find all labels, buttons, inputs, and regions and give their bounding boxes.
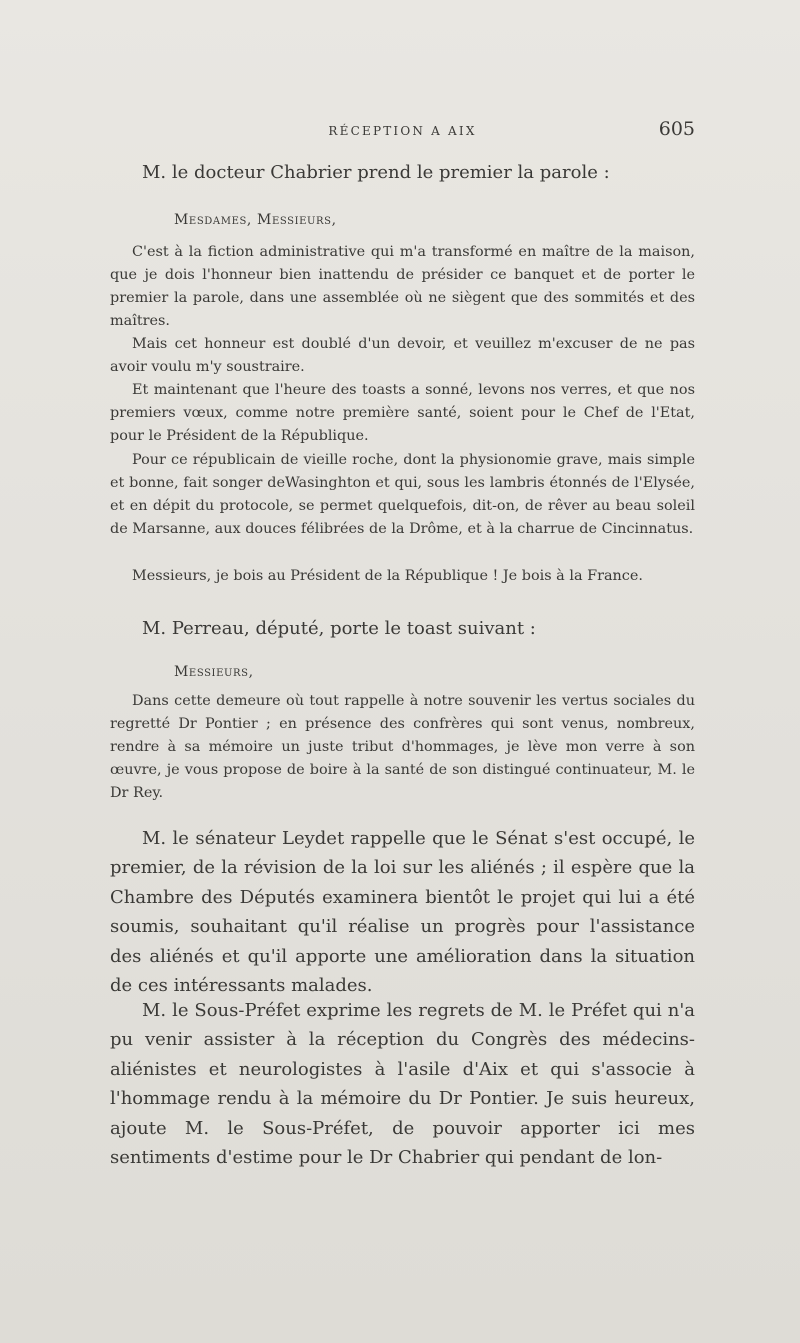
- speaker-intro-chabrier: M. le docteur Chabrier prend le premier la parole :: [142, 162, 610, 183]
- paragraph: M. le sénateur Leydet rappelle que le Sénat s'est occupé, le premier, de la révision de la loi sur les aliénés ; il espère que la Chambre des Députés examinera bientôt le projet qui lui a été soumis, souhaitant qu'il réalise un progrès pour l'assistance des aliénés et qu'il apporte une amélioration dans la situation de ces intéressants malades.: [110, 828, 695, 997]
- paragraph: Mais cet honneur est doublé d'un devoir, et veuillez m'excuser de ne pas avoir voulu m'y soustraire.: [110, 336, 695, 375]
- page-header: [110, 120, 695, 144]
- paragraph: Pour ce républicain de vieille roche, dont la physionomie grave, mais simple et bonne, fait songer deWasinghton et qui, sous les lambris étonnés de l'Elysée, et en dépit du protocole, se permet quelquefois, dit-on, de rêver au beau soleil de Marsanne, aux douces félibrées de la Drôme, et à la charrue de Cincinnatus.: [110, 452, 695, 537]
- paragraph: Messieurs, je bois au Président de la République ! Je bois à la France.: [132, 568, 643, 584]
- salutation: Mesdames, Messieurs,: [174, 212, 337, 228]
- paragraph: M. le Sous-Préfet exprime les regrets de M. le Préfet qui n'a pu venir assister à la réception du Congrès des médecins-aliénistes et neurologistes à l'asile d'Aix et qui s'associe à l'hommage rendu à la mémoire du Dr Pontier. Je suis heureux, ajoute M. le Sous-Préfet, de pouvoir apporter ici mes sentiments d'estime pour le Dr Chabrier qui pendant de lon-: [110, 1000, 695, 1169]
- paragraph: Et maintenant que l'heure des toasts a sonné, levons nos verres, et que nos premiers vœux, comme notre première santé, soient pour le Chef de l'Etat, pour le Président de la République.: [110, 382, 695, 444]
- paragraph: Dans cette demeure où tout rappelle à notre souvenir les vertus sociales du regretté Dr Pontier ; en présence des confrères qui sont venus, nombreux, rendre à sa mémoire un juste tribut d'hommages, je lève mon verre à son œuvre, je vous propose de boire à la santé de son distingué continuateur, M. le Dr Rey.: [110, 693, 695, 801]
- paragraph: C'est à la fiction administrative qui m'a transformé en maître de la maison, que je dois l'honneur bien inattendu de présider ce banquet et de porter le premier la parole, dans une assemblée où ne siègent que des sommités et des maîtres.: [110, 244, 695, 329]
- running-title: RÉCEPTION A AIX: [328, 124, 477, 138]
- speaker-intro-perreau: M. Perreau, député, porte le toast suivant :: [142, 618, 536, 639]
- page-number: 605: [658, 118, 695, 140]
- salutation: Messieurs,: [174, 664, 254, 680]
